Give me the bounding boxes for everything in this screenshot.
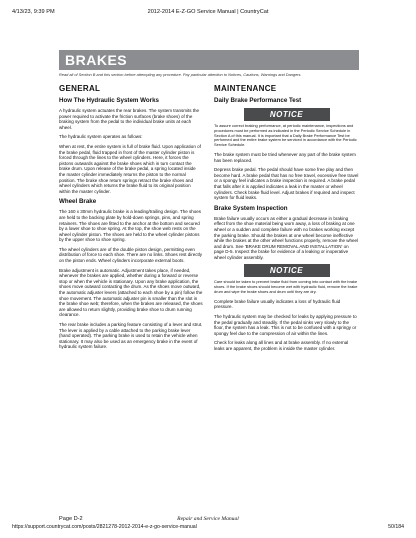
wheel-brake-subheading: Wheel Brake [59, 198, 97, 206]
print-page-title: 2012-2014 E-Z-GO Service Manual | CountryCat [147, 9, 269, 15]
manual-footer: Repair and Service Manual [177, 516, 239, 522]
paragraph: A hydraulic system actuates the rear brakes. The system transmits the power required to activate the friction surfaces (brake shoes) of the braking system from the pedal to the individual brake units at each wheel. [59, 108, 199, 130]
paragraph: The wheel cylinders are of the double piston design, permitting even distribution of force to each shoe. There are no links. Shoes rest directly on the piston ends. Wheel cylinders incorporate external boots. [59, 246, 202, 264]
paragraph: Complete brake failure usually indicates a loss of hydraulic fluid pressure. [214, 298, 341, 310]
browser-print-header [12, 9, 404, 19]
paragraph: The hydraulic system operates as follows: [59, 134, 143, 140]
notice-label: NOTICE [244, 264, 330, 277]
right-column [214, 84, 359, 356]
notice-text: To assure correct braking performance, at periodic maintenance, inspections and procedures must be performed as indicated in the Periodic Service Schedule in Section A of this manual. It is important that a Daily Brake Performance Test be performed and the entire brake system be serviced in accordance with the Periodic Service Schedule. [214, 123, 357, 148]
print-url: https://support.countrycat.com/posts/2821278-2012-2014-e-z-go-service-manual [12, 524, 197, 530]
section-banner: BRAKES [59, 50, 359, 70]
paragraph: Depress brake pedal. The pedal should have some free play and then become hard. A brake pedal that has no free travel, excessive free travel or a spongy feel indicates a brake inspection is required. A brake pedal that falls after it is applied indicates a leak in the master or wheel cylinders. Check brake fluid level. Adjust brakes if required and inspect system for fluid leaks. [214, 167, 359, 201]
paragraph: Brake adjustment is automatic. Adjustment takes place, if needed, whenever the brakes are applied, whether during a forward or reverse stop or when the vehicle is stationary. Upon any brake application, the shoes move outward contacting the drum. As the shoes move outward, the automatic adjuster levers (attached to each shoe by a pin) follow the shoe movement. The automatic adjuster pin is smaller than the slot in the brake shoe web; therefore, when the brakes are released, the shoes are allowed to return slightly, providing brake shoe to drum running clearance. [59, 267, 203, 318]
notice-label: NOTICE [244, 108, 330, 121]
paragraph: The 160 x 30mm hydraulic brake is a leading/trailing design. The shoes are held to the backing plate by hold-down springs, pins, and spring retainers. The shoes are fitted to the anchor at the bottom and secured by a lower shoe to shoe spring. At the top, the shoe web rests on the wheel cylinder piston. The shoes are held to the wheel cylinder pistons by the upper shoe to shoe spring. [59, 209, 201, 243]
print-datetime: 4/13/23, 9:39 PM [12, 9, 55, 15]
print-page-count: 50/184 [388, 524, 404, 530]
left-column [59, 84, 203, 354]
brake-inspection-subheading: Brake System Inspection [214, 204, 288, 212]
page-number: Page D-2 [59, 516, 83, 522]
paragraph: When at rest, the entire system is full of brake fluid. Upon application of the brake pedal, fluid trapped in front of the master cylinder piston is forced through the lines to the wheel cylinders. Here, it forces the pistons outwards against the brake shoes which in turn contact the brake drum. Upon release of the brake pedal, a spring located inside the master cylinder immediately returns the piston to the normal position. The brake shoe return springs retract the brake shoes and wheel cylinders which returns the brake fluid to its original position within the master cylinder. [59, 143, 201, 194]
daily-brake-test-subheading: Daily Brake Performance Test [214, 97, 302, 104]
maintenance-heading: MAINTENANCE [214, 84, 277, 93]
paragraph: Brake failure usually occurs as either a gradual decrease in braking effect from the shoe material being worn away, a loss of braking at one wheel or a sudden and complete failure with no brakes working except the parking brake. Should the brakes at one wheel become ineffective while the brakes at the other wheel functions properly, remove the wheel and drum. See 'BRAKE DRUM REMOVAL AND INSTALLATION' on page D-5. Inspect the brake for evidence of a leaking or inoperative wheel cylinder assembly. [214, 215, 358, 260]
paragraph: The rear brake includes a parking feature consisting of a lever and strut. The lever is applied by a cable attached to the parking brake lever (hand operated). The parking brake is used to retain the vehicle when stationary. It may also be used as an emergency brake in the event of hydraulic system failure. [59, 322, 203, 350]
read-all-notice: Read all of Section B and this section before attempting any procedure. Pay particular attention to Notices, Cautions, Warnings and Dangers. [59, 72, 302, 77]
paragraph: The brake system must be tried whenever any part of the brake system has been replaced. [214, 151, 356, 163]
paragraph: The hydraulic system may be checked for leaks by applying pressure to the pedal gradually and steadily. If the pedal sinks very slowly to the floor, the system has a leak. This is not to be confused with a springy or spongy feel due to the compression of air within the lines. [214, 314, 357, 336]
notice-text: Care should be taken to prevent brake fluid from coming into contact with the brake shoes. If the brake shoes should become wet with hydraulic fluid, remove the brake drum and wipe the brake shoes and drum until they are dry. [214, 279, 358, 295]
paragraph: Check for leaks along all lines and at brake assembly. If no external leaks are apparent, the problem is inside the master cylinder. [214, 340, 349, 352]
hydraulic-system-subheading: How The Hydraulic System Works [59, 97, 159, 104]
general-heading: GENERAL [59, 84, 101, 93]
